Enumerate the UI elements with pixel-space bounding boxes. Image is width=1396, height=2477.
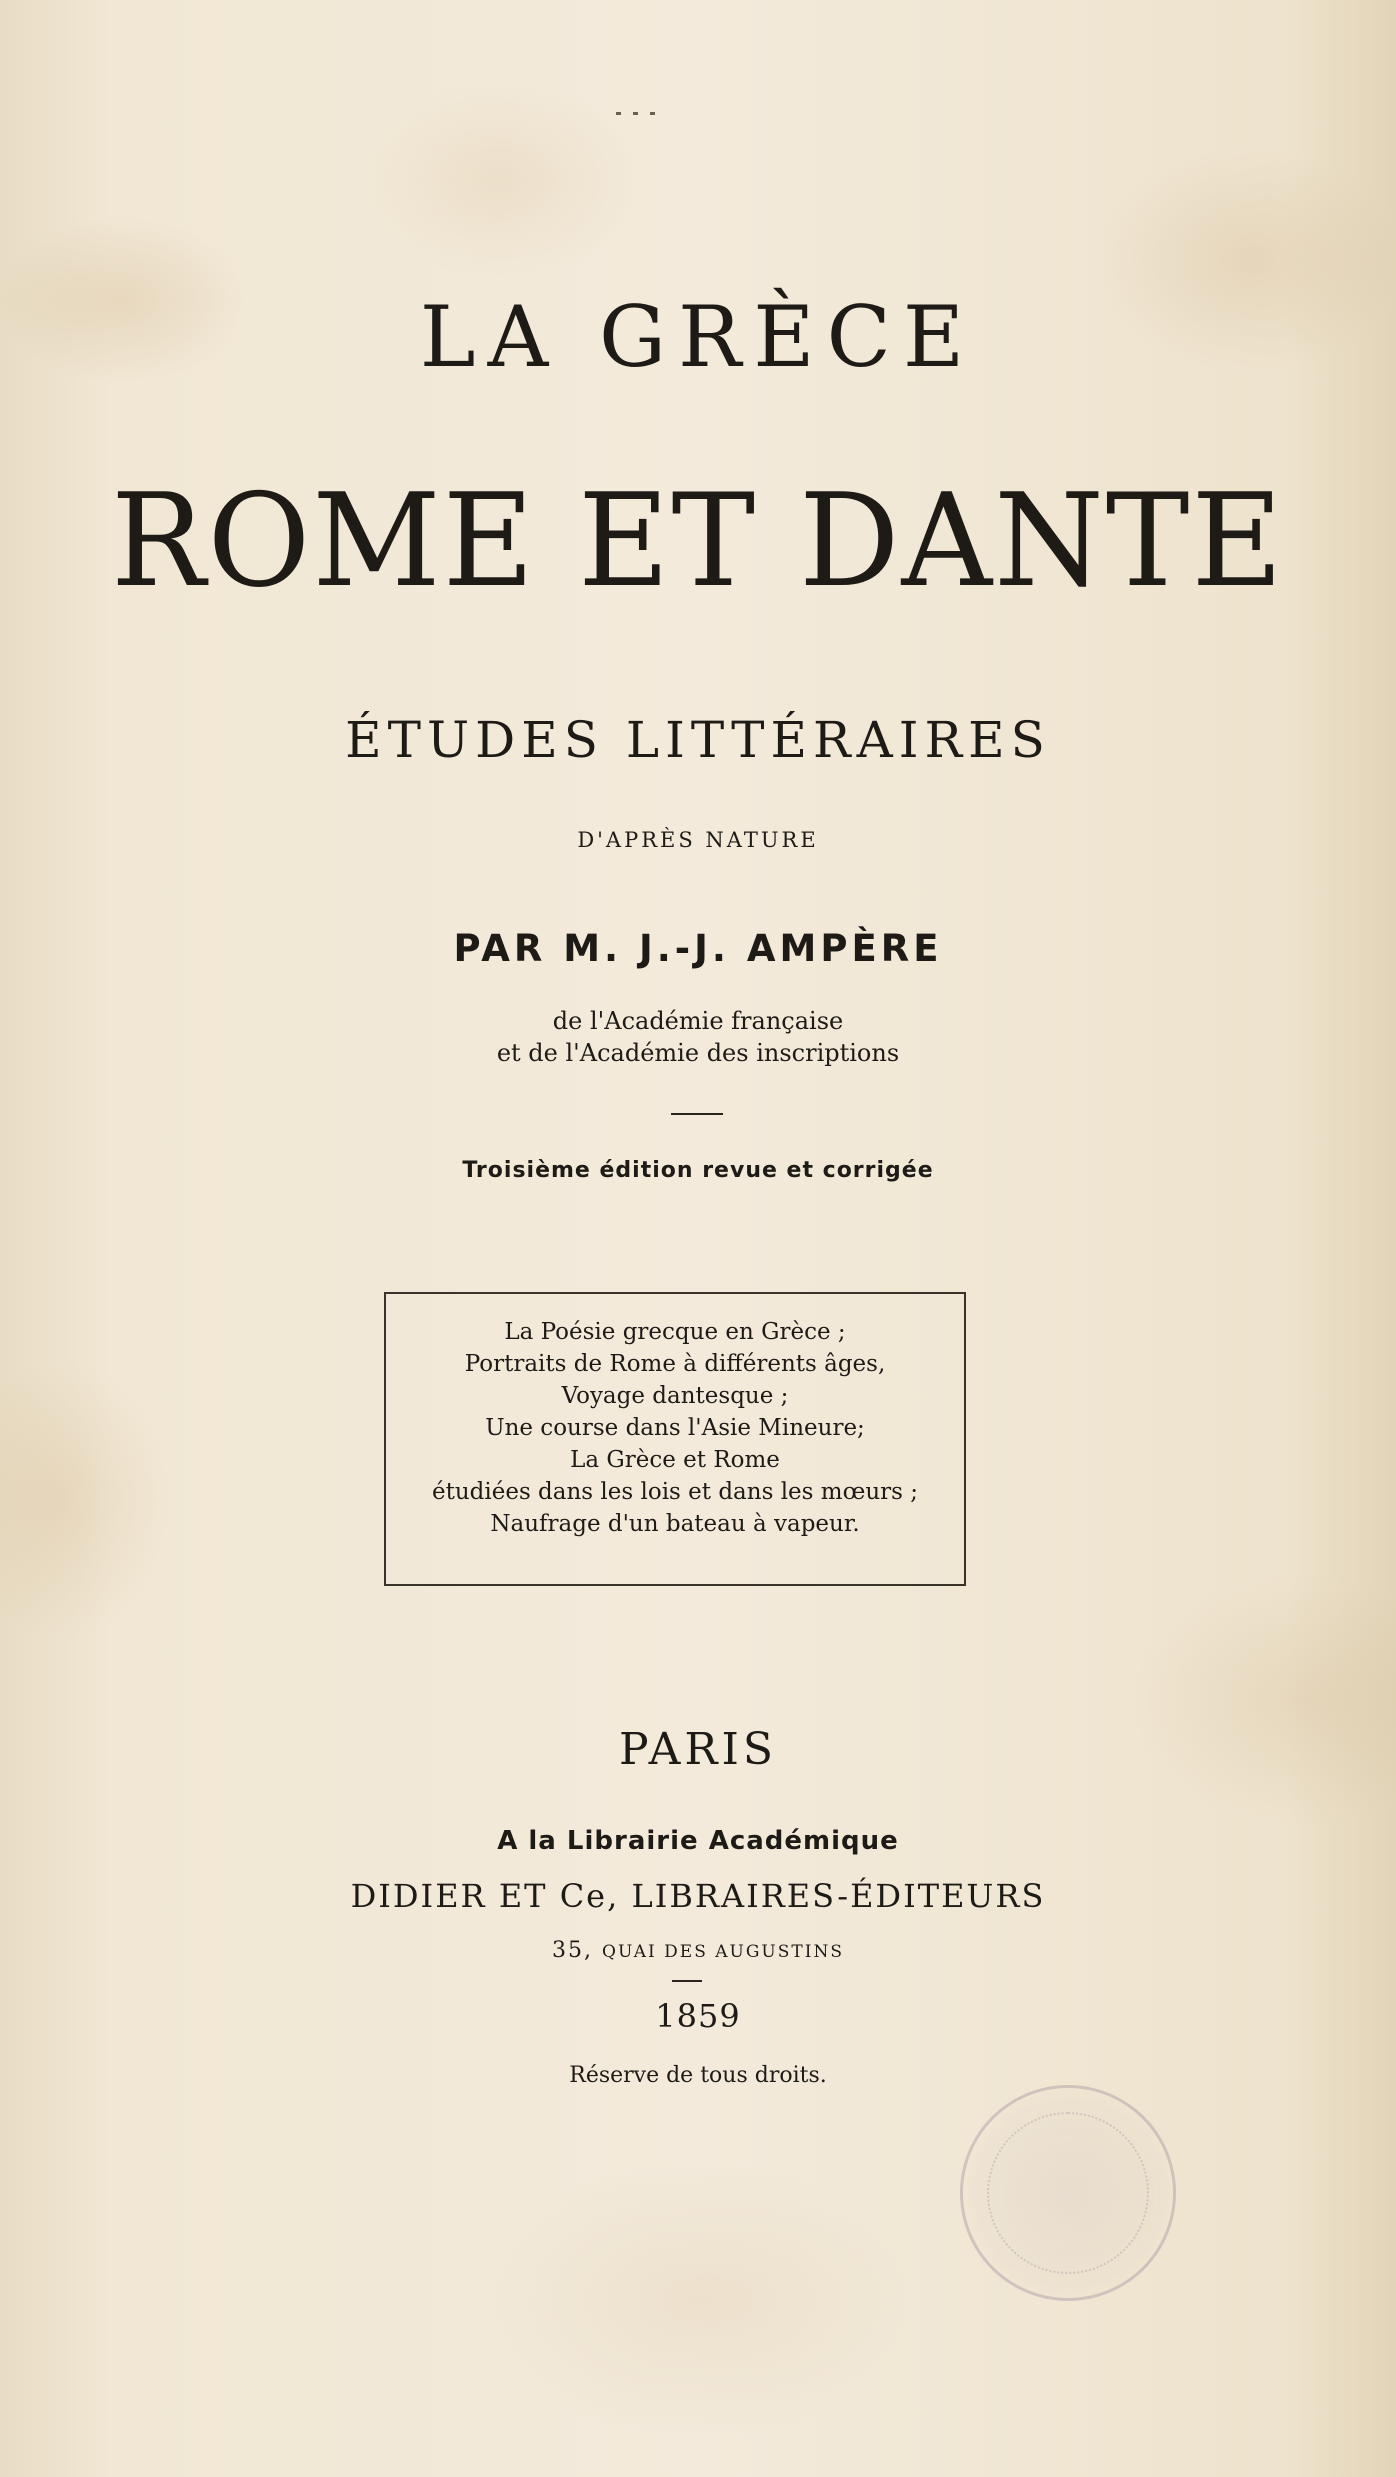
- contents-item: étudiées dans les lois et dans les mœurs ;: [431, 1479, 919, 1505]
- subtitle-note: D'APRÈS NATURE: [577, 828, 819, 852]
- address-number: 35,: [552, 1938, 594, 1963]
- library-stamp: [960, 2085, 1176, 2301]
- edition-note: Troisième édition revue et corrigée: [462, 1158, 934, 1183]
- affiliation-1: de l'Académie française: [552, 1007, 844, 1035]
- year-rule: [672, 1980, 702, 1982]
- imprint-year: 1859: [655, 1997, 741, 2035]
- title-line-1: LA GRÈCE: [419, 288, 977, 386]
- subtitle: ÉTUDES LITTÉRAIRES: [345, 711, 1051, 769]
- contents-item: Voyage dantesque ;: [561, 1383, 789, 1409]
- contents-item: Une course dans l'Asie Mineure;: [485, 1415, 865, 1441]
- address-street: QUAI DES AUGUSTINS: [602, 1942, 844, 1962]
- author-affiliations: [0, 1005, 1396, 1070]
- affiliation-2: et de l'Académie des inscriptions: [496, 1039, 900, 1068]
- imprint-address: [0, 1940, 1396, 1962]
- print-specks: [616, 100, 676, 104]
- author-byline: PAR M. J.-J. AMPÈRE: [453, 927, 943, 970]
- contents-item: La Poésie grecque en Grèce ;: [504, 1319, 846, 1345]
- contents-item: La Grèce et Rome: [570, 1447, 780, 1473]
- divider-rule: [671, 1113, 723, 1115]
- imprint-city: PARIS: [619, 1724, 777, 1775]
- contents-item: Naufrage d'un bateau à vapeur.: [490, 1511, 860, 1537]
- imprint-publisher: DIDIER ET Ce, LIBRAIRES-ÉDITEURS: [350, 1877, 1046, 1915]
- rights-notice: Réserve de tous droits.: [569, 2063, 827, 2088]
- title-line-2: ROME ET DANTE: [111, 467, 1285, 616]
- contents-box: [384, 1292, 966, 1586]
- contents-item: Portraits de Rome à différents âges,: [464, 1351, 886, 1377]
- imprint-bookseller: A la Librairie Académique: [497, 1826, 899, 1856]
